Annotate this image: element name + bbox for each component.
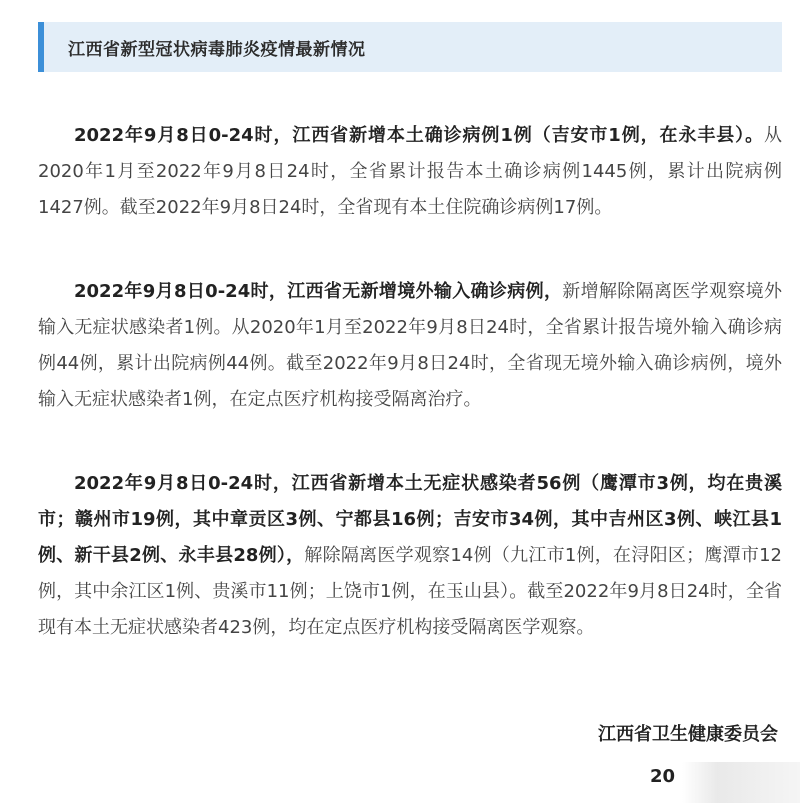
paragraph-detail: 解除隔离医学观察14例（九江市1例，在浔阳区；鹰潭市12例，其中余江区1例、贵溪市11例；上饶市1例，在玉山县）。截至2022年9月8日24时，全省现有本土无症状感染者423例，均在定点医疗机构接受隔离医学观察。: [38, 545, 782, 638]
paragraph-asymptomatic: [38, 466, 782, 646]
paragraph-lead: 2022年9月8日0-24时，江西省新增本土无症状感染者56例（鹰潭市3例，均在贵溪市；赣州市19例，其中章贡区3例、宁都县16例；吉安市34例，其中吉州区3例、峡江县1例、新干县2例、永丰县28例），: [38, 473, 782, 566]
issuer-signature: 江西省卫生健康委员会: [598, 724, 778, 745]
notice-header: [38, 22, 782, 72]
paragraph-imported-cases: [38, 274, 782, 418]
notice-body: [38, 118, 782, 646]
watermark-overlay: [682, 762, 800, 803]
paragraph-lead: 2022年9月8日0-24时，江西省新增本土确诊病例1例（吉安市1例，在永丰县）。: [74, 125, 764, 146]
paragraph-lead: 2022年9月8日0-24时，江西省无新增境外输入确诊病例，: [74, 281, 563, 302]
paragraph-detail: 从2020年1月至2022年9月8日24时，全省累计报告本土确诊病例1445例，累计出院病例1427例。截至2022年9月8日24时，全省现有本土住院确诊病例17例。: [38, 125, 782, 218]
paragraph-detail: 新增解除隔离医学观察境外输入无症状感染者1例。从2020年1月至2022年9月8日24时，全省累计报告境外输入确诊病例44例，累计出院病例44例。截至2022年9月8日24时，全省现无境外输入确诊病例，境外输入无症状感染者1例，在定点医疗机构接受隔离治疗。: [38, 281, 782, 410]
issue-date: 20: [650, 766, 676, 787]
page-title: 江西省新型冠状病毒肺炎疫情最新情况: [68, 40, 366, 60]
paragraph-local-confirmed: [38, 118, 782, 226]
